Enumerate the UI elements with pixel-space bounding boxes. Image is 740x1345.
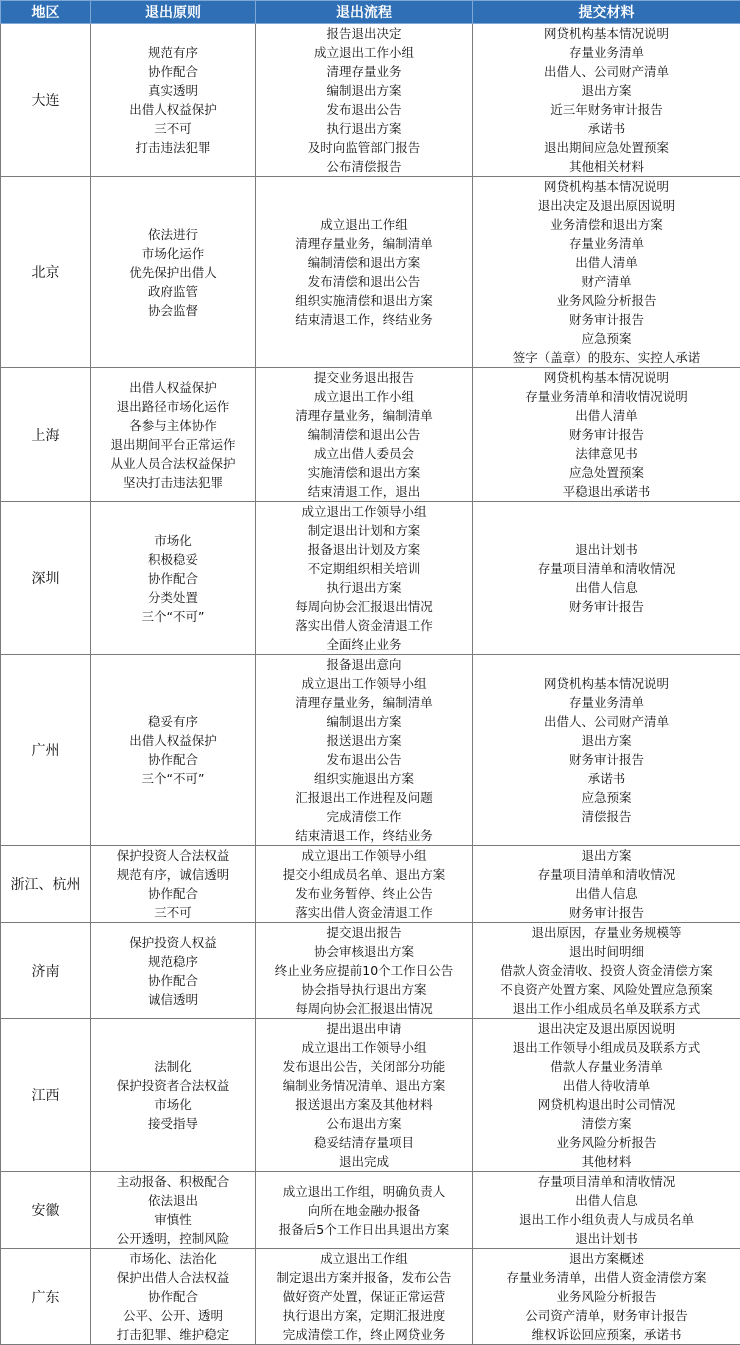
material-item: 存量业务清单，出借人资金清偿方案	[473, 1268, 740, 1287]
principles-cell	[91, 923, 256, 1019]
process-step: 编制业务情况清单、退出方案	[256, 1076, 472, 1095]
process-step: 执行退出方案	[256, 119, 472, 138]
material-item: 退出决定及退出原因说明	[473, 196, 740, 215]
material-item: 出借人清单	[473, 253, 740, 272]
process-cell	[256, 846, 473, 923]
material-item: 存量项目清单和清收情况	[473, 1172, 740, 1191]
material-item: 存量业务清单	[473, 234, 740, 253]
material-item: 存量业务清单	[473, 43, 740, 62]
principles-cell	[91, 1019, 256, 1172]
principle-item: 出借人权益保护	[91, 731, 255, 750]
materials-cell	[473, 923, 740, 1019]
principle-item: 打击犯罪、维护稳定	[91, 1325, 255, 1344]
process-step: 终止业务应提前10个工作日公告	[256, 961, 472, 980]
principle-item: 保护投资人合法权益	[91, 846, 255, 865]
material-item: 业务清偿和退出方案	[473, 215, 740, 234]
process-step: 结束清退工作，退出	[256, 482, 472, 501]
materials-cell	[473, 177, 740, 368]
principle-item: 规范有序，诚信透明	[91, 865, 255, 884]
principles-cell	[91, 368, 256, 502]
region-name: 大连	[1, 24, 91, 177]
process-cell	[256, 24, 473, 177]
material-item: 网贷机构基本情况说明	[473, 177, 740, 196]
material-item: 退出工作小组负责人与成员名单	[473, 1210, 740, 1229]
process-step: 及时向监管部门报告	[256, 138, 472, 157]
process-step: 执行退出方案	[256, 578, 472, 597]
principle-item: 市场化运作	[91, 244, 255, 263]
principle-item: 公开透明，控制风险	[91, 1229, 255, 1248]
materials-cell	[473, 1019, 740, 1172]
process-step: 成立退出工作组，明确负责人	[256, 1182, 472, 1201]
process-step: 不定期组织相关培训	[256, 559, 472, 578]
region-row	[1, 368, 740, 502]
process-step: 制定退出方案并报备，发布公告	[256, 1268, 472, 1287]
process-step: 提出退出申请	[256, 1019, 472, 1038]
process-step: 公布清偿报告	[256, 157, 472, 176]
principle-item: 从业人员合法权益保护	[91, 454, 255, 473]
material-item: 承诺书	[473, 769, 740, 788]
process-cell	[256, 1172, 473, 1249]
material-item: 退出原因，存量业务规模等	[473, 923, 740, 942]
principle-item: 出借人权益保护	[91, 100, 255, 119]
material-item: 存量项目清单和清收情况	[473, 865, 740, 884]
process-cell	[256, 1249, 473, 1345]
principles-cell	[91, 846, 256, 923]
process-step: 发布业务暂停、终止公告	[256, 884, 472, 903]
materials-cell	[473, 502, 740, 655]
process-cell	[256, 177, 473, 368]
process-step: 每周向协会汇报退出情况	[256, 597, 472, 616]
process-step: 稳妥结清存量项目	[256, 1133, 472, 1152]
material-item: 退出工作小组成员名单及联系方式	[473, 999, 740, 1018]
process-step: 执行退出方案，定期汇报进度	[256, 1306, 472, 1325]
principle-item: 协作配合	[91, 884, 255, 903]
process-step: 报备退出意向	[256, 655, 472, 674]
material-item: 承诺书	[473, 119, 740, 138]
process-step: 成立退出工作小组	[256, 387, 472, 406]
process-step: 提交业务退出报告	[256, 368, 472, 387]
principle-item: 积极稳妥	[91, 550, 255, 569]
process-step: 提交退出报告	[256, 923, 472, 942]
material-item: 出借人清单	[473, 406, 740, 425]
principle-item: 依法进行	[91, 225, 255, 244]
process-step: 编制退出方案	[256, 81, 472, 100]
process-step: 制定退出计划和方案	[256, 521, 472, 540]
principle-item: 三不可	[91, 903, 255, 922]
material-item: 出借人信息	[473, 578, 740, 597]
materials-cell	[473, 1172, 740, 1249]
materials-cell	[473, 1249, 740, 1345]
principle-item: 市场化	[91, 531, 255, 550]
process-step: 成立退出工作组	[256, 215, 472, 234]
process-step: 每周向协会汇报退出情况	[256, 999, 472, 1018]
process-step: 汇报退出工作进程及问题	[256, 788, 472, 807]
material-item: 退出决定及退出原因说明	[473, 1019, 740, 1038]
process-step: 结束清退工作，终结业务	[256, 826, 472, 845]
principles-cell	[91, 1172, 256, 1249]
material-item: 退出方案概述	[473, 1249, 740, 1268]
region-row	[1, 177, 740, 368]
process-step: 清理存量业务，编制清单	[256, 234, 472, 253]
process-step: 组织实施清偿和退出方案	[256, 291, 472, 310]
process-step: 成立退出工作小组	[256, 43, 472, 62]
materials-cell	[473, 655, 740, 846]
material-item: 退出方案	[473, 846, 740, 865]
principle-item: 协作配合	[91, 971, 255, 990]
principle-item: 市场化	[91, 1095, 255, 1114]
material-item: 应急预案	[473, 329, 740, 348]
process-step: 编制退出方案	[256, 712, 472, 731]
principle-item: 三个“不可”	[91, 607, 255, 626]
header-principles: 退出原则	[91, 1, 256, 24]
material-item: 出借人、公司财产清单	[473, 62, 740, 81]
material-item: 应急处置预案	[473, 463, 740, 482]
principles-cell	[91, 1249, 256, 1345]
principle-item: 政府监管	[91, 282, 255, 301]
process-step: 清理存量业务，编制清单	[256, 406, 472, 425]
principle-item: 接受指导	[91, 1114, 255, 1133]
process-step: 清理存量业务	[256, 62, 472, 81]
material-item: 借款人资金清收、投资人资金清偿方案	[473, 961, 740, 980]
material-item: 存量业务清单和清收情况说明	[473, 387, 740, 406]
region-name: 上海	[1, 368, 91, 502]
material-item: 存量项目清单和清收情况	[473, 559, 740, 578]
process-step: 编制清偿和退出公告	[256, 425, 472, 444]
material-item: 财务审计报告	[473, 310, 740, 329]
materials-cell	[473, 24, 740, 177]
process-step: 提交小组成员名单、退出方案	[256, 865, 472, 884]
region-name: 济南	[1, 923, 91, 1019]
principle-item: 协作配合	[91, 569, 255, 588]
material-item: 法律意见书	[473, 444, 740, 463]
material-item: 维权诉讼回应预案，承诺书	[473, 1325, 740, 1344]
process-step: 发布退出公告	[256, 100, 472, 119]
process-step: 完成清偿工作，终止网贷业务	[256, 1325, 472, 1344]
material-item: 其他相关材料	[473, 157, 740, 176]
principle-item: 真实透明	[91, 81, 255, 100]
process-step: 落实出借人资金清退工作	[256, 903, 472, 922]
principles-cell	[91, 655, 256, 846]
material-item: 不良资产处置方案、风险处置应急预案	[473, 980, 740, 999]
material-item: 近三年财务审计报告	[473, 100, 740, 119]
process-step: 实施清偿和退出方案	[256, 463, 472, 482]
process-step: 报告退出决定	[256, 24, 472, 43]
process-step: 公布退出方案	[256, 1114, 472, 1133]
header-process: 退出流程	[256, 1, 473, 24]
process-step: 编制清偿和退出方案	[256, 253, 472, 272]
material-item: 应急预案	[473, 788, 740, 807]
material-item: 网贷机构基本情况说明	[473, 24, 740, 43]
material-item: 平稳退出承诺书	[473, 482, 740, 501]
material-item: 退出计划书	[473, 540, 740, 559]
material-item: 出借人信息	[473, 1191, 740, 1210]
process-step: 组织实施退出方案	[256, 769, 472, 788]
region-name: 江西	[1, 1019, 91, 1172]
principle-item: 诚信透明	[91, 990, 255, 1009]
principle-item: 保护出借人合法权益	[91, 1268, 255, 1287]
principle-item: 协作配合	[91, 750, 255, 769]
region-name: 广州	[1, 655, 91, 846]
header-row	[1, 1, 740, 24]
materials-cell	[473, 846, 740, 923]
material-item: 退出时间明细	[473, 942, 740, 961]
principle-item: 三不可	[91, 119, 255, 138]
material-item: 退出方案	[473, 731, 740, 750]
principle-item: 出借人权益保护	[91, 378, 255, 397]
material-item: 公司资产清单，财务审计报告	[473, 1306, 740, 1325]
principles-cell	[91, 177, 256, 368]
principle-item: 打击违法犯罪	[91, 138, 255, 157]
process-step: 报备后5个工作日出具退出方案	[256, 1220, 472, 1239]
process-step: 成立退出工作组	[256, 1249, 472, 1268]
region-row	[1, 1172, 740, 1249]
process-step: 成立退出工作领导小组	[256, 1038, 472, 1057]
material-item: 财务审计报告	[473, 425, 740, 444]
region-row	[1, 1019, 740, 1172]
material-item: 退出方案	[473, 81, 740, 100]
principle-item: 优先保护出借人	[91, 263, 255, 282]
process-cell	[256, 923, 473, 1019]
material-item: 业务风险分析报告	[473, 291, 740, 310]
material-item: 出借人、公司财产清单	[473, 712, 740, 731]
principle-item: 各参与主体协作	[91, 416, 255, 435]
principle-item: 市场化、法治化	[91, 1249, 255, 1268]
process-step: 协会指导执行退出方案	[256, 980, 472, 999]
process-step: 报送退出方案及其他材料	[256, 1095, 472, 1114]
process-step: 全面终止业务	[256, 635, 472, 654]
material-item: 借款人存量业务清单	[473, 1057, 740, 1076]
principle-item: 法制化	[91, 1057, 255, 1076]
process-step: 发布退出公告，关闭部分功能	[256, 1057, 472, 1076]
region-row	[1, 1249, 740, 1345]
principle-item: 保护投资人权益	[91, 933, 255, 952]
material-item: 网贷机构退出时公司情况	[473, 1095, 740, 1114]
process-step: 成立出借人委员会	[256, 444, 472, 463]
process-step: 结束清退工作，终结业务	[256, 310, 472, 329]
material-item: 网贷机构基本情况说明	[473, 368, 740, 387]
principle-item: 稳妥有序	[91, 712, 255, 731]
region-name: 浙江、杭州	[1, 846, 91, 923]
material-item: 财务审计报告	[473, 750, 740, 769]
process-step: 成立退出工作领导小组	[256, 674, 472, 693]
region-row	[1, 24, 740, 177]
process-step: 报送退出方案	[256, 731, 472, 750]
process-step: 向所在地金融办报备	[256, 1201, 472, 1220]
principle-item: 协作配合	[91, 62, 255, 81]
material-item: 退出工作领导小组成员及联系方式	[473, 1038, 740, 1057]
process-step: 协会审核退出方案	[256, 942, 472, 961]
region-name: 安徽	[1, 1172, 91, 1249]
process-cell	[256, 368, 473, 502]
principle-item: 退出路径市场化运作	[91, 397, 255, 416]
principle-item: 审慎性	[91, 1210, 255, 1229]
principle-item: 规范有序	[91, 43, 255, 62]
material-item: 清偿方案	[473, 1114, 740, 1133]
process-cell	[256, 655, 473, 846]
process-step: 落实出借人资金清退工作	[256, 616, 472, 635]
material-item: 网贷机构基本情况说明	[473, 674, 740, 693]
region-name: 北京	[1, 177, 91, 368]
region-name: 深圳	[1, 502, 91, 655]
principles-cell	[91, 24, 256, 177]
material-item: 退出期间应急处置预案	[473, 138, 740, 157]
material-item: 财务审计报告	[473, 903, 740, 922]
process-cell	[256, 502, 473, 655]
process-step: 发布清偿和退出公告	[256, 272, 472, 291]
material-item: 财产清单	[473, 272, 740, 291]
material-item: 业务风险分析报告	[473, 1287, 740, 1306]
principle-item: 分类处置	[91, 588, 255, 607]
principle-item: 公平、公开、透明	[91, 1306, 255, 1325]
principle-item: 协会监督	[91, 301, 255, 320]
principle-item: 保护投资者合法权益	[91, 1076, 255, 1095]
material-item: 财务审计报告	[473, 597, 740, 616]
process-cell	[256, 1019, 473, 1172]
material-item: 存量业务清单	[473, 693, 740, 712]
principle-item: 退出期间平台正常运作	[91, 435, 255, 454]
principles-cell	[91, 502, 256, 655]
process-step: 退出完成	[256, 1152, 472, 1171]
principle-item: 坚决打击违法犯罪	[91, 473, 255, 492]
process-step: 成立退出工作领导小组	[256, 846, 472, 865]
material-item: 签字（盖章）的股东、实控人承诺	[473, 348, 740, 367]
material-item: 其他材料	[473, 1152, 740, 1171]
material-item: 清偿报告	[473, 807, 740, 826]
process-step: 清理存量业务，编制清单	[256, 693, 472, 712]
material-item: 业务风险分析报告	[473, 1133, 740, 1152]
process-step: 做好资产处置，保证正常运营	[256, 1287, 472, 1306]
header-materials: 提交材料	[473, 1, 740, 24]
material-item: 出借人信息	[473, 884, 740, 903]
region-row	[1, 502, 740, 655]
header-region: 地区	[1, 1, 91, 24]
principle-item: 协作配合	[91, 1287, 255, 1306]
process-step: 完成清偿工作	[256, 807, 472, 826]
process-step: 报备退出计划及方案	[256, 540, 472, 559]
material-item: 出借人待收清单	[473, 1076, 740, 1095]
material-item: 退出计划书	[473, 1229, 740, 1248]
region-row	[1, 655, 740, 846]
principle-item: 规范稳序	[91, 952, 255, 971]
process-step: 发布退出公告	[256, 750, 472, 769]
principle-item: 三个“不可”	[91, 769, 255, 788]
process-step: 成立退出工作领导小组	[256, 502, 472, 521]
principle-item: 主动报备、积极配合	[91, 1172, 255, 1191]
region-name: 广东	[1, 1249, 91, 1345]
region-row	[1, 923, 740, 1019]
region-row	[1, 846, 740, 923]
principle-item: 依法退出	[91, 1191, 255, 1210]
materials-cell	[473, 368, 740, 502]
